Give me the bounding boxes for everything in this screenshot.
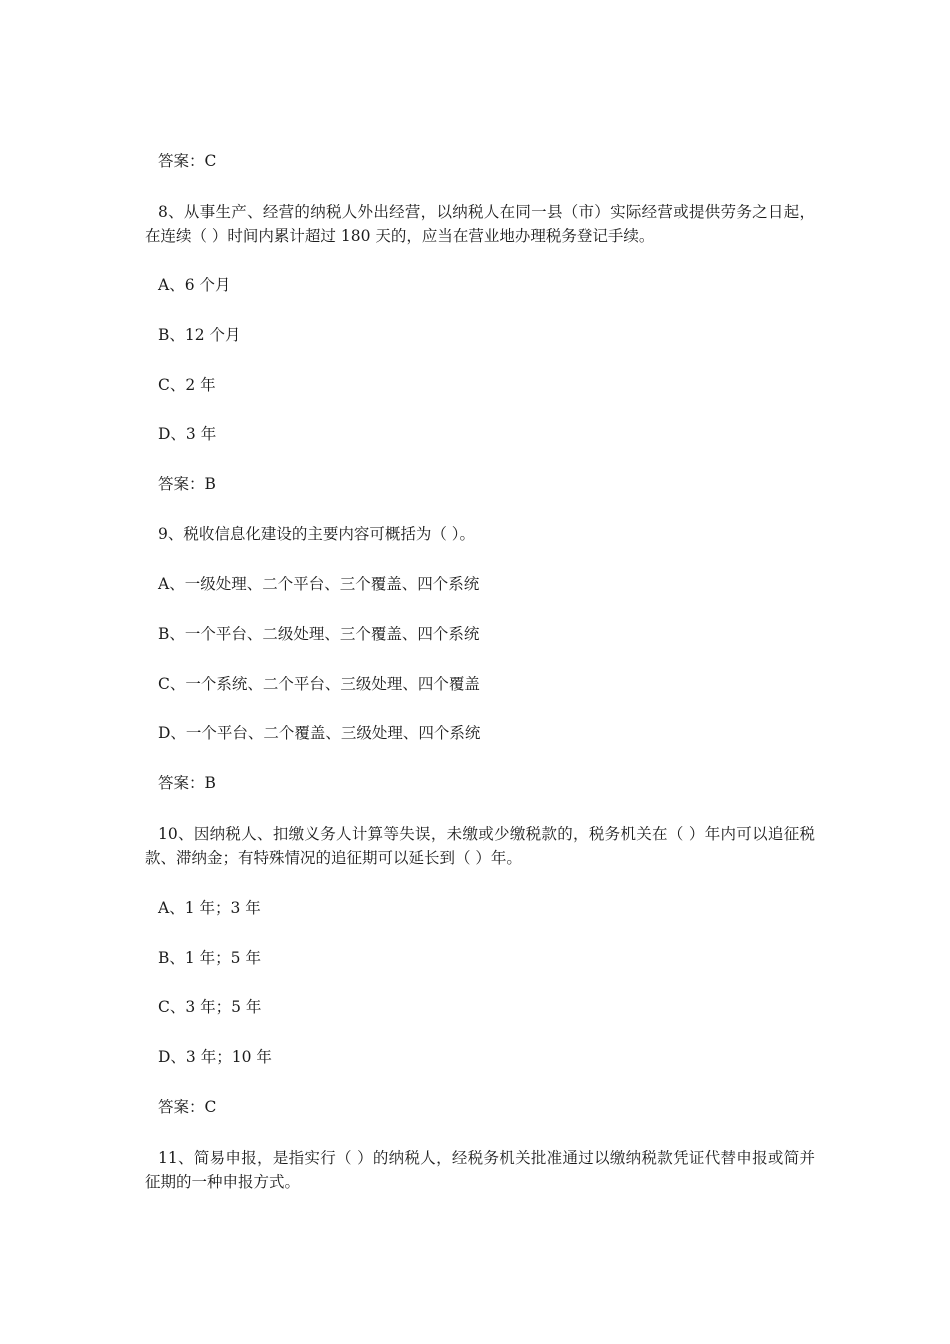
question-10-option-d: D、3 年；10 年 xyxy=(158,1048,272,1066)
question-8-option-b: B、12 个月 xyxy=(158,326,241,344)
question-8-option-d: D、3 年 xyxy=(158,425,217,443)
answer-10: 答案：C xyxy=(158,1098,217,1116)
question-8-option-a: A、6 个月 xyxy=(158,276,231,294)
question-10-option-a: A、1 年；3 年 xyxy=(158,899,261,917)
question-9-option-b: B、一个平台、二级处理、三个覆盖、四个系统 xyxy=(158,625,480,643)
question-9-option-d: D、一个平台、二个覆盖、三级处理、四个系统 xyxy=(158,724,481,742)
question-9-option-a: A、一级处理、二个平台、三个覆盖、四个系统 xyxy=(158,575,480,593)
answer-7: 答案：C xyxy=(158,152,217,170)
answer-9: 答案：B xyxy=(158,774,216,792)
answer-8: 答案：B xyxy=(158,475,216,493)
question-11: 11、简易申报，是指实行（ ）的纳税人，经税务机关批准通过以缴纳税款凭证代替申报或简并征期的一种申报方式。 xyxy=(145,1149,815,1191)
question-8: 8、从事生产、经营的纳税人外出经营，以纳税人在同一县（市）实际经营或提供劳务之日起，在连续（ ）时间内累计超过 180 天的，应当在营业地办理税务登记手续。 xyxy=(145,203,815,245)
question-8-option-c: C、2 年 xyxy=(158,376,216,394)
question-10-option-b: B、1 年；5 年 xyxy=(158,949,261,967)
question-10-option-c: C、3 年；5 年 xyxy=(158,998,262,1016)
question-10: 10、因纳税人、扣缴义务人计算等失误，未缴或少缴税款的，税务机关在（ ）年内可以追征税款、滞纳金；有特殊情况的追征期可以延长到（ ）年。 xyxy=(145,825,815,867)
question-9: 9、税收信息化建设的主要内容可概括为（ ）。 xyxy=(158,525,476,543)
question-9-option-c: C、一个系统、二个平台、三级处理、四个覆盖 xyxy=(158,675,480,693)
